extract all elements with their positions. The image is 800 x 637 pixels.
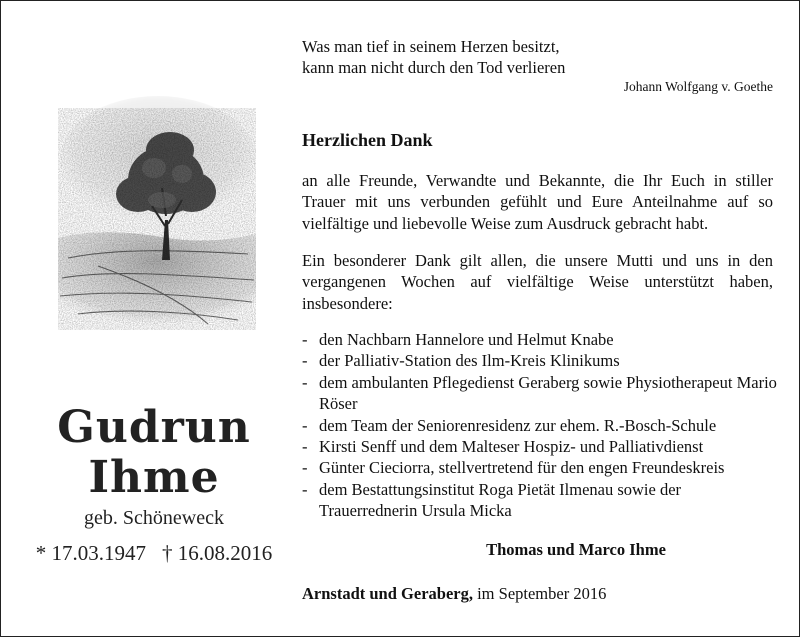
list-dash: - bbox=[302, 415, 308, 435]
death-date: † 16.08.2016 bbox=[162, 541, 273, 565]
list-item bbox=[302, 479, 782, 522]
list-item-text: Kirsti Senff und dem Malteser Hospiz- und Palliativdienst bbox=[319, 437, 704, 457]
list-dash: - bbox=[302, 372, 308, 392]
signature: Thomas und Marco Ihme bbox=[486, 540, 666, 559]
birth-name: geb. Schöneweck bbox=[84, 507, 224, 529]
list-dash: - bbox=[302, 351, 308, 371]
list-item bbox=[302, 415, 782, 436]
quote-line: kann man nicht durch den Tod verlieren bbox=[302, 58, 566, 77]
goethe-quote bbox=[302, 36, 565, 78]
list-dash: - bbox=[302, 330, 308, 349]
deceased-last-name: Ihme bbox=[88, 452, 220, 503]
quote-line: Was man tief in seinem Herzen besitzt, bbox=[302, 37, 560, 56]
quote-author: Johann Wolfgang v. Goethe bbox=[623, 79, 773, 94]
list-item bbox=[302, 372, 782, 415]
special-thanks-paragraph: Ein besonderer Dank gilt allen, die unsere Mutti und uns in den vergangenen Wochen auf vielfältige Weise unterstützt haben, insbesondere: bbox=[302, 251, 773, 313]
closing-line bbox=[302, 584, 606, 604]
closing-date: im September 2016 bbox=[477, 584, 607, 603]
list-item-text: Günter Cieciorra, stellvertretend für den engen Freundeskreis bbox=[319, 458, 725, 478]
list-item bbox=[302, 436, 782, 457]
tree-landscape-illustration bbox=[58, 88, 256, 330]
list-item bbox=[302, 350, 782, 371]
list-item bbox=[302, 457, 782, 478]
birth-date: * 17.03.1947 bbox=[35, 541, 146, 565]
list-dash: - bbox=[302, 437, 308, 457]
list-item-text: der Palliativ-Station des Ilm-Kreis Klinikums bbox=[319, 351, 620, 371]
list-dash: - bbox=[302, 458, 308, 478]
list-item-text: dem Team der Seniorenresidenz zur ehem. R.-Bosch-Schule bbox=[319, 415, 717, 435]
thanks-paragraph: an alle Freunde, Verwandte und Bekannte, die Ihr Euch in stiller Trauer mit uns verbunden gefühlt und Eure Anteilnahme auf so vielfältige und liebevolle Weise zum Ausdruck gebracht habt. bbox=[302, 171, 773, 233]
list-item bbox=[302, 329, 782, 350]
thanks-heading: Herzlichen Dank bbox=[302, 130, 433, 150]
list-item-text: dem Bestattungsinstitut Roga Pietät Ilmenau sowie der Trauerrednerin Ursula Micka bbox=[319, 479, 682, 521]
thanks-list bbox=[302, 329, 782, 522]
closing-place: Arnstadt und Geraberg, bbox=[302, 584, 473, 603]
list-dash: - bbox=[302, 479, 308, 499]
list-item-text: dem ambulanten Pflegedienst Geraberg sowie Physiotherapeut Mario Röser bbox=[319, 372, 777, 414]
list-item-text: den Nachbarn Hannelore und Helmut Knabe bbox=[319, 330, 614, 349]
life-dates bbox=[0, 541, 308, 566]
deceased-first-name: Gudrun bbox=[57, 402, 251, 453]
